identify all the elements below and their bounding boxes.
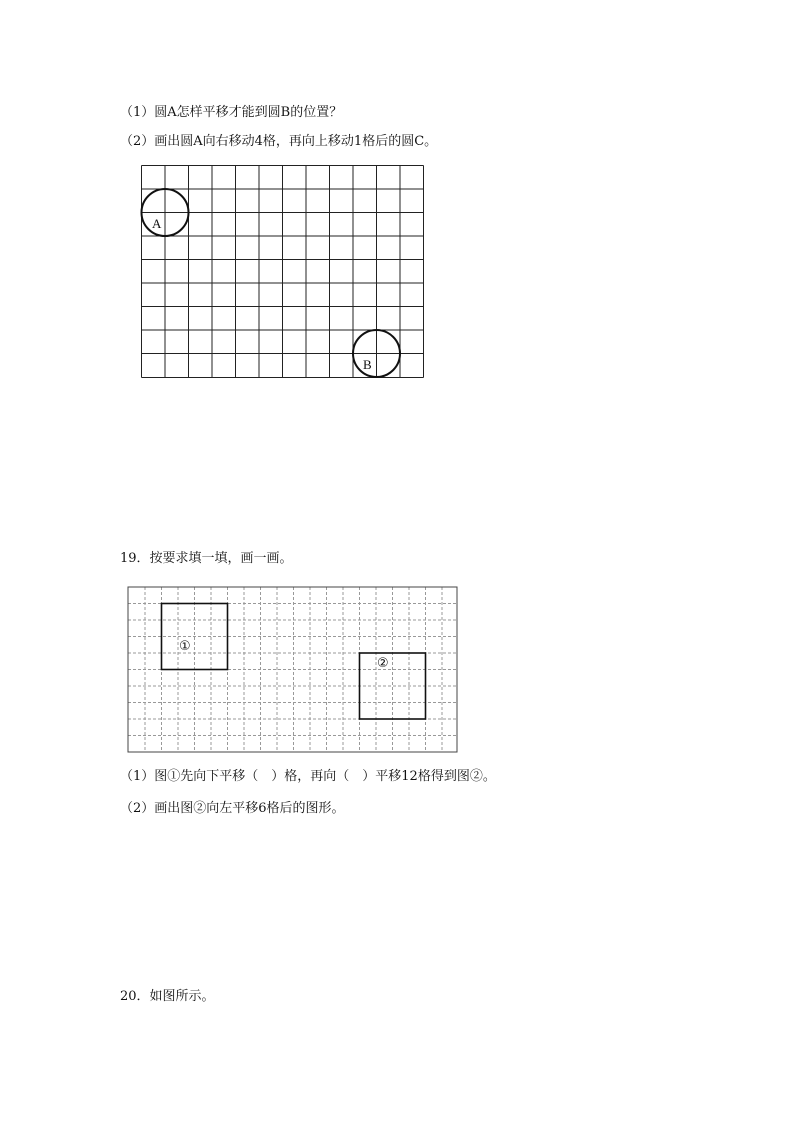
grid-figure-circles	[140, 164, 426, 380]
q18-part2: （2）画出圆A向右移动4格，再向上移动1格后的圆C。	[120, 134, 438, 149]
q19-title: 19．按要求填一填，画一画。	[120, 551, 293, 566]
shape-2-label: ②	[377, 656, 389, 671]
circle-b-label: B	[363, 357, 372, 372]
q18-part1: （1）圆A怎样平移才能到圆B的位置？	[120, 105, 343, 120]
circle-a-label: A	[152, 216, 162, 231]
grid-figure-squares	[126, 585, 460, 755]
q19-part1: （1）图①先向下平移（ ）格，再向（ ）平移12格得到图②。	[120, 769, 496, 784]
shape-1-label: ①	[179, 639, 191, 654]
q19-part2: （2）画出图②向左平移6格后的图形。	[120, 801, 345, 816]
q20-title: 20．如图所示。	[120, 989, 215, 1004]
